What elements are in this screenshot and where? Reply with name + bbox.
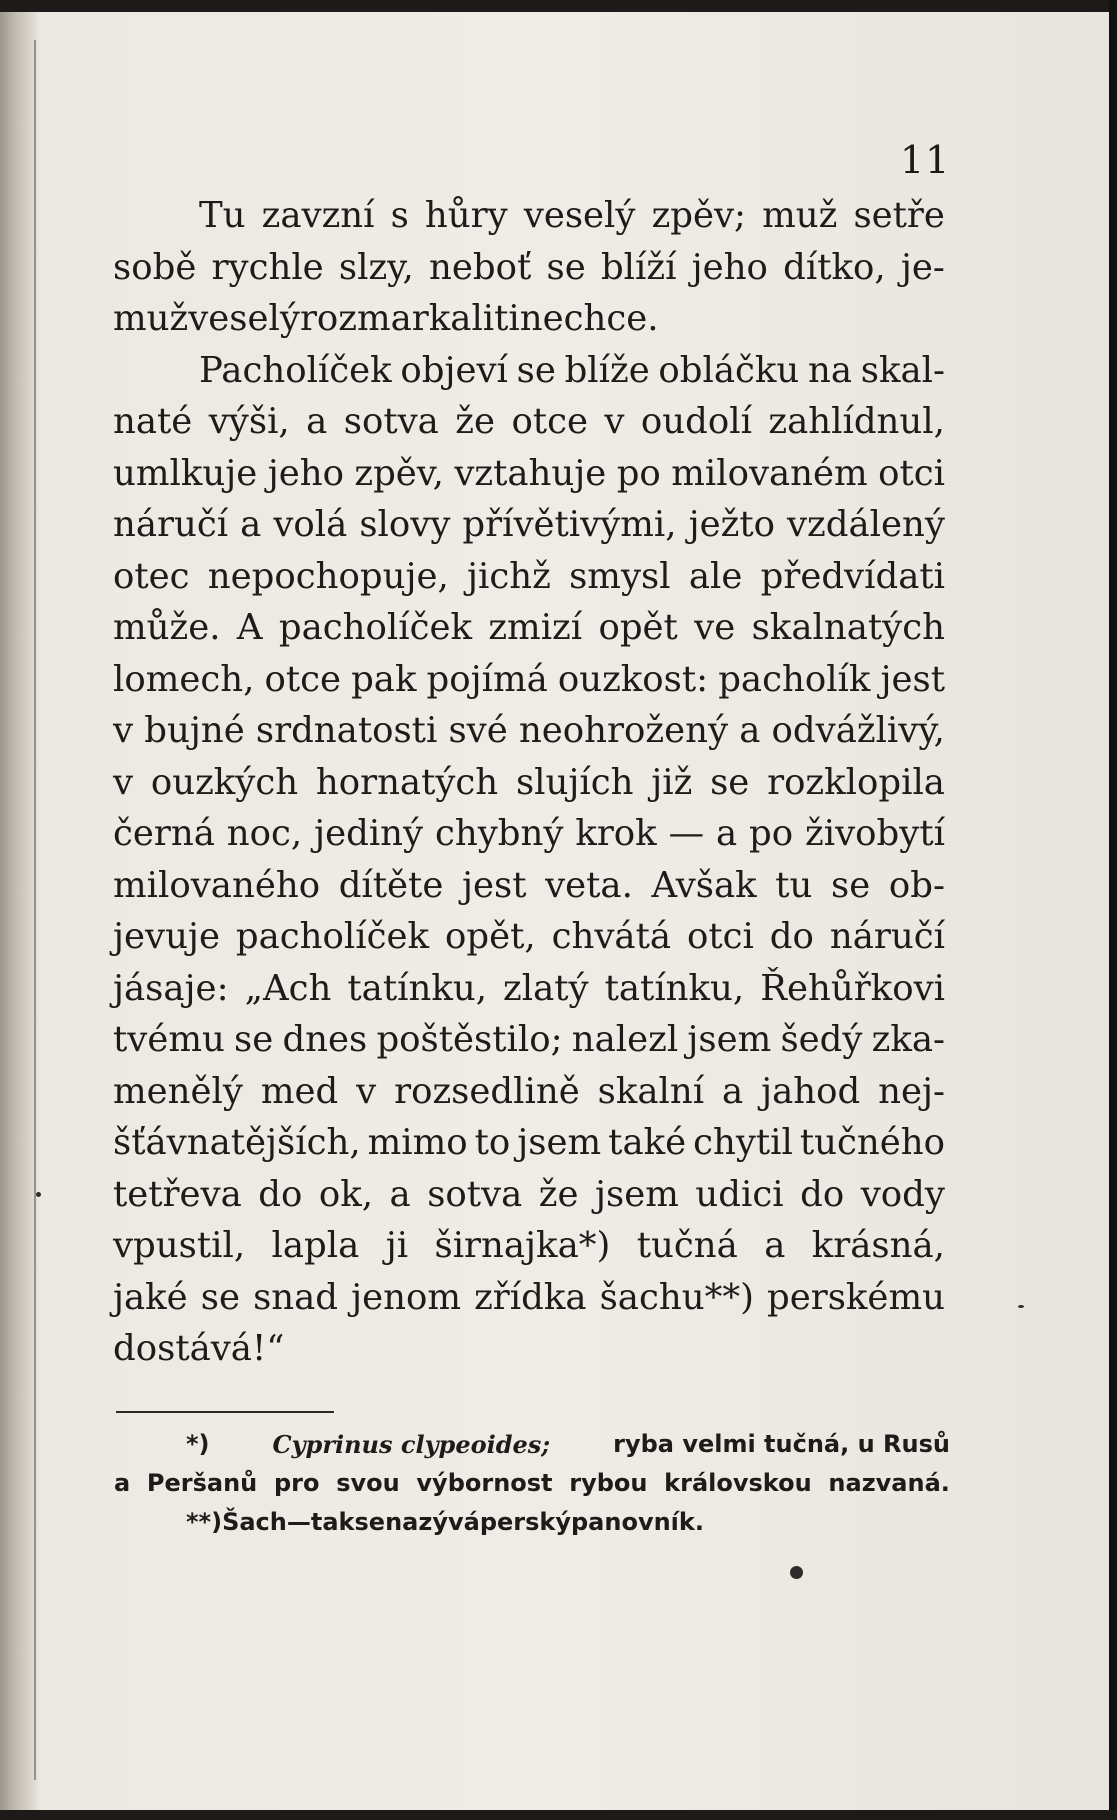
text-line: naté výši, a sotva že otce v oudolí zahlídnul,: [113, 401, 945, 442]
text-line: může. A pacholíček zmizí opět ve skalnatých: [113, 607, 945, 648]
text-line: tvému se dnes poštěstilo; nalezl jsem šedý zka-: [113, 1019, 945, 1060]
text-line: náručí a volá slovy přívětivými, ježto vzdálený: [113, 504, 945, 545]
body-text: [113, 190, 945, 1375]
gutter-line: [34, 40, 36, 1780]
text-line: jásaje: „Ach tatínku, zlatý tatínku, Řehůřkovi: [113, 967, 945, 1009]
footnote-species: Cyprinus clypeoides;: [272, 1430, 551, 1459]
text-line: jaké se snad jenom zřídka šachu**) perskému: [113, 1276, 945, 1318]
footnote-separator: [116, 1411, 334, 1413]
text-line: jevuje pacholíček opět, chvátá otci do náručí: [113, 916, 945, 957]
footnote-2: **) Šach — tak se nazývá perský panovník.: [186, 1508, 704, 1536]
page-number: 11: [900, 138, 951, 182]
text-line: milovaného dítěte jest veta. Avšak tu se ob-: [113, 864, 945, 906]
text-line: v bujné srdnatosti své neohrožený a odvážlivý,: [113, 710, 945, 751]
text-line: otec nepochopuje, jichž smysl ale předvídati: [113, 555, 945, 597]
ink-speck: [1018, 1305, 1024, 1308]
footnote-text: ryba velmi tučná, u Rusů: [613, 1430, 950, 1458]
text-line: dostává!“: [113, 1328, 285, 1369]
footnote-1-continued: a Peršanů pro svou výbornost rybou královskou nazvaná.: [114, 1469, 950, 1497]
text-line: muž veselý rozmar kaliti nechce.: [113, 298, 659, 339]
ink-speck: [36, 1192, 41, 1197]
footnote-1: [114, 1425, 950, 1464]
text-line: menělý med v rozsedlině skalní a jahod nej-: [113, 1070, 945, 1112]
scan-edge-right: [1109, 0, 1117, 1820]
footnotes: [114, 1425, 950, 1542]
scan-edge-bottom: [0, 1810, 1117, 1820]
text-line: sobě rychle slzy, neboť se blíží jeho dítko, je-: [113, 246, 945, 288]
text-line: v ouzkých hornatých slujích již se rozklopila: [113, 761, 945, 803]
text-line: šťávnatějších, mimo to jsem také chytil tučného: [113, 1122, 945, 1163]
text-line: Tu zavzní s hůry veselý zpěv; muž setře: [199, 195, 945, 236]
text-line: lomech, otce pak pojímá ouzkost: pacholík jest: [113, 658, 945, 700]
scan-edge-top: [0, 0, 1117, 12]
text-line: vpustil, lapla ji širnajka*) tučná a krásná,: [113, 1225, 945, 1266]
text-line: Pacholíček objeví se blíže obláčku na skal-: [199, 349, 945, 391]
text-line: černá noc, jediný chybný krok — a po živobytí: [113, 813, 945, 854]
text-line: umlkuje jeho zpěv, vztahuje po milovaném otci: [113, 452, 945, 494]
ink-speck: [790, 1566, 803, 1579]
text-line: tetřeva do ok, a sotva že jsem udici do vody: [113, 1173, 945, 1215]
footnote-marker: *): [186, 1430, 210, 1458]
